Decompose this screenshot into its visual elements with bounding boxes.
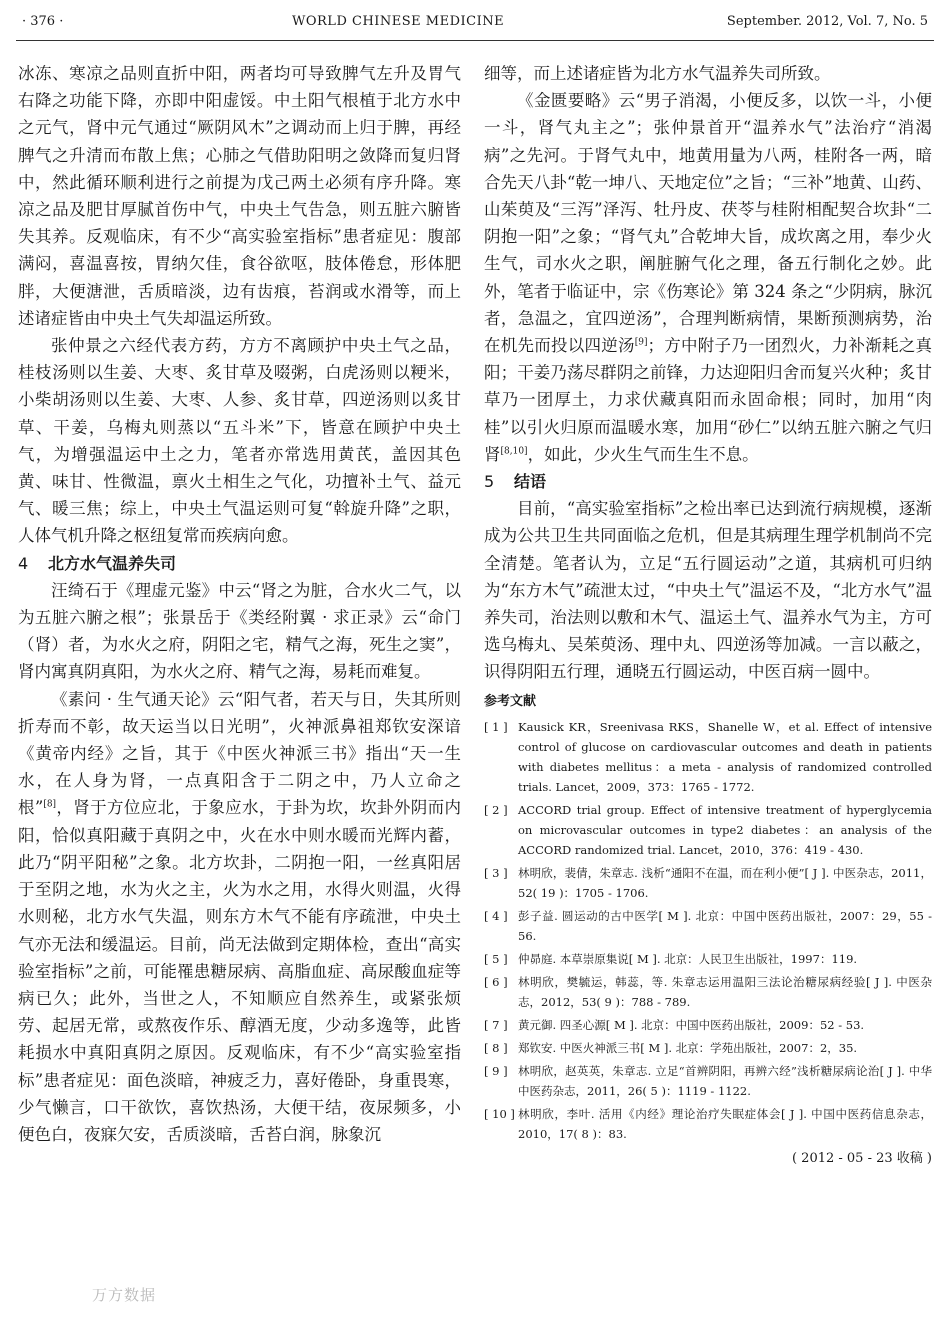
reference-item	[484, 949, 932, 969]
reference-number: [ 2 ]	[484, 802, 508, 817]
reference-text: Kausick KR，Sreenivasa RKS，Shanelle W，et al. Effect of intensive control of glucose on cardiovascular outcomes and death in patients with diabetes mellitus：a meta - analysis of randomized controlled trials. Lancet，2009，373：1765 - 1772.	[518, 719, 932, 794]
reference-item	[484, 717, 932, 797]
reference-number: [ 4 ]	[484, 908, 508, 923]
header-rule	[16, 40, 934, 41]
received-date: ( 2012 - 05 - 23 收稿 )	[791, 1150, 932, 1166]
references-heading: 参考文献	[484, 693, 537, 709]
reference-item	[484, 1015, 932, 1035]
paragraph: 张仲景之六经代表方药，方方不离顾护中央土气之品，桂枝汤则以生姜、大枣、炙甘草及啜粥，白虎汤则以粳米，小柴胡汤则以生姜、大枣、人参、炙甘草，四逆汤则以炙甘草、干姜，乌梅丸则蒸以“五斗米”下，皆意在顾护中央土气，为增强温运中土之力，笔者亦常选用黄芪，盖因其色黄、味甘、性微温，禀火土相生之气化，功擅补土气、益元气、暖三焦；综上，中央土气温运则可复“斡旋升降”之职，人体气机升降之枢纽复常而疾病向愈。	[18, 336, 461, 546]
section-number: 5	[484, 472, 495, 492]
reference-number: [ 7 ]	[484, 1017, 508, 1032]
reference-item	[484, 1104, 932, 1144]
section-number: 4	[18, 553, 29, 573]
paragraph: 汪绮石于《理虚元鉴》中云“肾之为脏，合水火二气，以为五脏六腑之根”；张景岳于《类经附翼 · 求正录》云“命门（肾）者，为水火之府，阴阳之宅，精气之海，死生之窦”，肾内寓真阴真阳，为水火之府、精气之海，易耗而难复。	[18, 580, 461, 682]
text-run: ；方中附子乃一团烈火，力补渐耗之真阳；干姜乃荡尽群阴之前锋，力达迎阳归舍而复兴火种；炙甘草乃一团厚土，力求伏藏真阳而永固命根；同时，加用“肉桂”以引火归原而温暖水寒，加用“砂仁”以纳五脏六腑之气归肾	[484, 336, 932, 464]
watermark: 万方数据	[92, 1286, 157, 1304]
reference-text: 彭子益. 圆运动的古中医学[ M ]. 北京：中国中医药出版社，2007：29，55 - 56.	[518, 908, 932, 943]
reference-item	[484, 800, 932, 860]
section-heading-4	[18, 550, 461, 577]
paragraph: 冰冻、寒凉之品则直折中阳，两者均可导致脾气左升及胃气右降之功能下降，亦即中阳虚馁。中土阳气根植于北方水中之元气，肾中元气通过“厥阴风木”之调动而上归于脾，再经脾气之升清而布散上焦；心肺之气借助阳明之敛降而复归肾中，然此循环顺利进行之前提为戊己两土必须有序升降。寒凉之品及肥甘厚腻首伤中气，中央土气告急，则五脏六腑皆失其养。反观临床，有不少“高实验室指标”患者症见：腹部满闷，喜温喜按，胃纳欠佳，食谷欲呕，肢体倦怠，形体肥胖，大便溏泄，舌质暗淡，边有齿痕，苔润或水滑等，而上述诸症皆由中央土气失却温运所致。	[18, 64, 461, 328]
reference-number: [ 8 ]	[484, 1040, 508, 1055]
paragraph: 细等，而上述诸症皆为北方水气温养失司所致。	[484, 64, 831, 83]
text-run: ，肾于方位应北，于象应水，于卦为坎，坎卦外阴而内阳，恰似真阳藏于真阴之中，火在水中则水暖而光辉内蓄，此乃“阴平阳秘”之象。北方坎卦，二阴抱一阳，一丝真阳居于至阴之地，水为火之主，火为水之用，水得火则温，火得水则秘，北方水气失温，则东方木气不能有序疏泄，中央土气亦无法和缓温运。目前，尚无法做到定期体检，查出“高实验室指标”之前，可能罹患糖尿病、高脂血症、高尿酸血症等病已久；此外，当世之人，不知顺应自然养生，或紧张烦劳、起居无常，或熬夜作乐、醇酒无度，少动多逸等，此皆耗损水中真阳真阴之原因。反观临床，有不少“高实验室指标”患者症见：面色淡暗，神疲乏力，喜好倦卧，身重畏寒，少气懒言，口干欲饮，喜饮热汤，大便干结，夜尿频多，小便色白，夜寐欠安，舌质淡暗，舌苔白润，脉象沉	[18, 798, 462, 1144]
reference-number: [ 3 ]	[484, 865, 508, 880]
reference-text: 仲昴庭. 本草崇原集说[ M ]. 北京：人民卫生出版社，1997：119.	[518, 951, 858, 966]
reference-text: 林明欣，李叶. 活用《内经》理论治疗失眠症体会[ J ]. 中国中医药信息杂志，2010，17( 8 )：83.	[518, 1106, 932, 1141]
text-run: 《素问 · 生气通天论》云“阳气者，若天与日，失其所则折寿而不彰，故天运当以日光明”，火神派鼻祖郑钦安深谙《黄帝内经》之旨，其于《中医火神派三书》指出“天一生水，在人身为肾，一点真阳含于二阴之中，乃人立命之根”	[18, 689, 461, 818]
reference-item	[484, 906, 932, 946]
reference-number: [ 1 ]	[484, 719, 508, 734]
reference-item	[484, 1061, 932, 1101]
reference-number: [ 5 ]	[484, 951, 508, 966]
paragraph: 目前，“高实验室指标”之检出率已达到流行病规模，逐渐成为公共卫生共同面临之危机，但是其病理生理学机制尚不完全清楚。笔者认为，立足“五行圆运动”之道，其病机可归纳为“东方木气”疏泄太过，“中央土气”温运不及，“北方水气”温养失司，治法则以敷和木气、温运土气、温养水气为主，方可选乌梅丸、吴茱萸汤、理中丸、四逆汤等加减。一言以蔽之，识得阴阳五行理，通晓五行圆运动，中医百病一圆中。	[484, 499, 932, 682]
reference-item	[484, 972, 932, 1012]
section-title: 结语	[514, 472, 547, 492]
reference-text: ACCORD trial group. Effect of intensive treatment of hyperglycemia on microvascular outcomes in type2 diabetes：an analysis of the ACCORD randomized trial. Lancet，2010，376：419 - 430.	[518, 802, 932, 857]
reference-text: 林明欣，赵英英，朱章志. 立足“首辨阴阳，再辨六经”浅析糖尿病论治[ J ]. 中华中医药杂志，2011，26( 5 )：1119 - 1122.	[518, 1063, 932, 1098]
paragraph	[484, 87, 932, 468]
section-title: 北方水气温养失司	[48, 553, 177, 573]
reference-item	[484, 1038, 932, 1058]
running-header	[22, 10, 928, 36]
right-column	[484, 60, 932, 1170]
citation[interactable]: [8]	[43, 799, 57, 810]
reference-item	[484, 863, 932, 903]
citation[interactable]: [9]	[634, 337, 648, 348]
reference-text: 林明欣，樊毓运，韩蕊，等. 朱章志运用温阳三法论治糖尿病经验[ J ]. 中医杂志，2012，53( 9 )：788 - 789.	[518, 974, 932, 1009]
journal-title: WORLD CHINESE MEDICINE	[292, 14, 505, 29]
issue-date: September. 2012, Vol. 7, No. 5	[726, 14, 928, 29]
reference-text: 林明欣，裴倩，朱章志. 浅析“通阳不在温，而在利小便”[ J ]. 中医杂志，2011，52( 19 )：1705 - 1706.	[518, 865, 932, 900]
section-heading-5	[484, 468, 932, 495]
text-run: 《金匮要略》云“男子消渴，小便反多，以饮一斗，小便一斗，肾气丸主之”；张仲景首开“温养水气”法治疗“消渴病”之先河。于肾气丸中，地黄用量为八两，桂附各一两，暗合先天八卦“乾一坤八、天地定位”之旨；“三补”地黄、山药、山茱萸及“三泻”泽泻、牡丹皮、茯苓与桂附相配契合坎卦“二阴抱一阳”之象；“肾气丸”合乾坤大旨，成坎离之用，奉少火生气，司水火之职，阐脏腑气化之理，备五行制化之妙。此外，笔者于临证中，宗《伤寒论》第 324 条之“少阴病，脉沉者，急温之，宜四逆汤”，合理判断病情，果断预测病势，治在机先而投以四逆汤	[484, 91, 932, 356]
reference-text: 郑钦安. 中医火神派三书[ M ]. 北京：学苑出版社，2007：2，35.	[518, 1040, 858, 1055]
paragraph	[18, 686, 461, 1148]
citation[interactable]: [8,10]	[500, 446, 528, 457]
reference-number: [ 9 ]	[484, 1063, 508, 1078]
reference-number: [ 6 ]	[484, 974, 508, 989]
reference-list	[484, 717, 932, 1144]
text-run: ，如此，少火生气而生生不息。	[527, 444, 759, 464]
reference-number: [ 10 ]	[484, 1106, 515, 1121]
left-column	[18, 60, 461, 1148]
reference-text: 黄元御. 四圣心源[ M ]. 北京：中国中医药出版社，2009：52 - 53.	[518, 1017, 865, 1032]
page-number: · 376 ·	[22, 14, 64, 29]
